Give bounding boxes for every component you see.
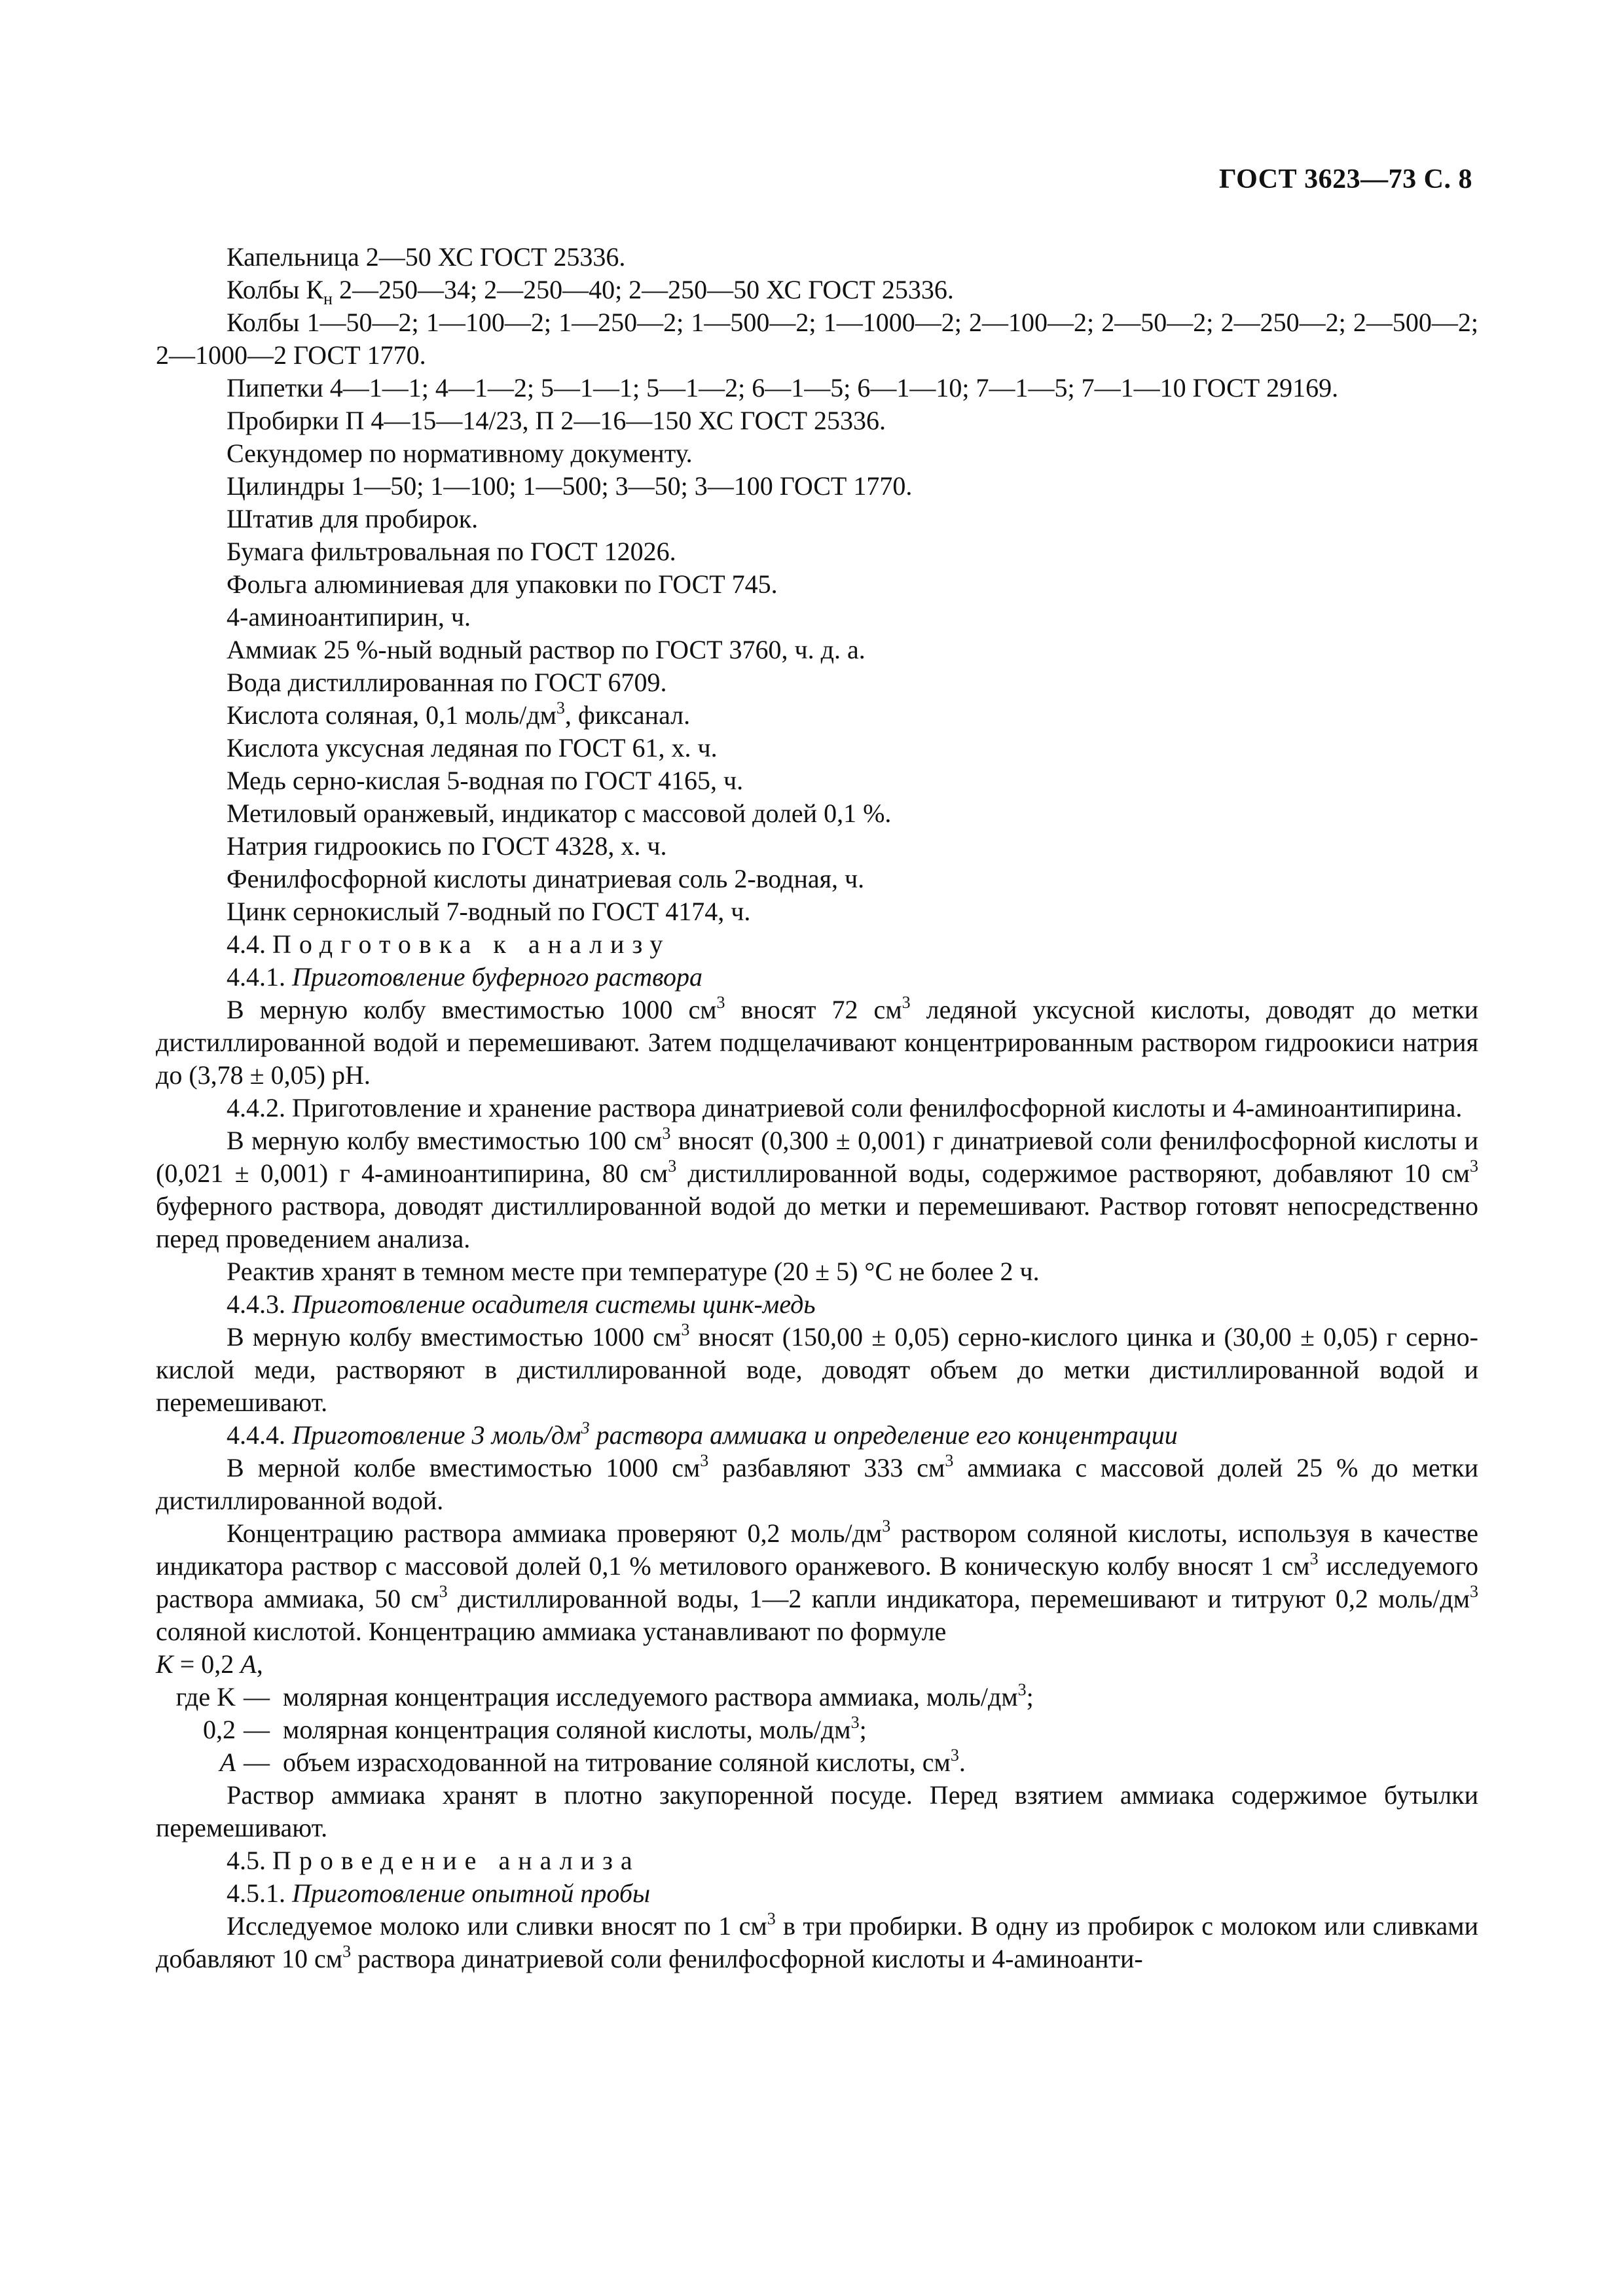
legend-text: молярная концентрация исследуемого раствора аммиака, моль/$дм^3$; bbox=[283, 1679, 1034, 1712]
page-header: ГОСТ 3623—73 С. 8 bbox=[1218, 164, 1472, 194]
paragraph-4-4-4: В мерной колбе вместимостью 1000 $см^3$ разбавляют 333 $см^3$ аммиака с массовой долей 25 % до метки дистиллированной водой. bbox=[156, 1450, 1479, 1515]
equipment-item: Бумага фильтровальная по ГОСТ 12026. bbox=[227, 537, 676, 566]
equipment-item: Колбы 1—50—2; 1—100—2; 1—250—2; 1—500—2; 1—1000—2; 2—100—2; 2—50—2; 2—250—2; 2—500—2; 2—1000—2 ГОСТ 1770. bbox=[156, 308, 1478, 370]
equipment-item: Фольга алюминиевая для упаковки по ГОСТ 745. bbox=[227, 569, 778, 599]
paragraph-4-4-4-titration: Концентрацию раствора аммиака проверяют 0,2 моль/$дм^3$ раствором соляной кислоты, используя в качестве индикатора раствор с массовой долей 0,1 % метилового оранжевого. В коническую колбу вносят 1 $см^3$ исследуемого раствора аммиака, 50 $см^3$ дистиллированной воды, 1—2 капли индикатора, перемешивают и титруют 0,2 моль/$дм^3$ соляной кислотой. Концентрацию аммиака устанавливают по формуле bbox=[156, 1516, 1479, 1646]
paragraph-4-4-1: В мерную колбу вместимостью 1000 $см^3$ вносят 72 $см^3$ ледяной уксусной кислоты, доводят до метки дистиллированной водой и перемешивают. Затем подщелачивают концентрированным раствором гидроокиси натрия до (3,78 ± 0,05) рН. bbox=[156, 992, 1478, 1090]
reagent-item: Кислота соляная, 0,1 моль/$дм^3$, фиксанал. bbox=[227, 698, 691, 730]
paragraph-4-4-2-body: В мерную колбу вместимостью 100 $см^3$ вносят (0,300 ± 0,001) г динатриевой соли фенилфосфорной кислоты и (0,021 ± 0,001) г 4-аминоантипирина, 80 $см^3$ дистиллированной воды, содержимое растворяют, добавляют 10 $см^3$ буферного раствора, доводят дистиллированной водой до метки и перемешивают. Раствор готовят непосредственно перед проведением анализа. bbox=[156, 1123, 1479, 1253]
reagent-item: Фенилфосфорной кислоты динатриевая соль 2-водная, ч. bbox=[227, 864, 865, 893]
legend-symbol: где K bbox=[175, 1682, 236, 1712]
paragraph-4-4-2: 4.4.2. Приготовление и хранение раствора динатриевой соли фенилфосфорной кислоты и 4-аминоантипирина. bbox=[227, 1093, 1463, 1122]
section-heading-4-4-4: 4.4.4. Приготовление 3 моль/$дм^3$ раствора аммиака и определение его концентрации bbox=[227, 1418, 1178, 1450]
equipment-item: Колбы $К_н$ 2—250—34; 2—250—40; 2—250—50 ХС ГОСТ 25336. bbox=[227, 275, 954, 308]
legend-symbol: 0,2 bbox=[203, 1715, 236, 1744]
legend-dash: — bbox=[244, 1715, 270, 1744]
legend-dash: — bbox=[244, 1682, 270, 1712]
paragraph-4-4-3: В мерную колбу вместимостью 1000 $см^3$ вносят (150,00 ± 0,05) серно-кислого цинка и (30,00 ± 0,05) г серно-кислой меди, растворяют в дистиллированной воде, доводят объем до метки дистиллированной водой и перемешивают. bbox=[156, 1319, 1478, 1417]
formula: K = 0,2 A, bbox=[156, 1649, 263, 1679]
section-heading-4-4-1: 4.4.1. Приготовление буферного раствора bbox=[227, 962, 702, 992]
formula-legend-row bbox=[156, 1713, 1478, 1746]
equipment-item: Секундомер по нормативному документу. bbox=[227, 439, 693, 468]
formula-legend-row bbox=[156, 1681, 1478, 1713]
paragraph-ammonia-storage: Раствор аммиака хранят в плотно закупоренной посуде. Перед взятием аммиака содержимое бутылки перемешивают. bbox=[156, 1780, 1478, 1842]
legend-symbol: A bbox=[219, 1748, 236, 1777]
reagent-item: Медь серно-кислая 5-водная по ГОСТ 4165, ч. bbox=[227, 766, 744, 795]
reagent-item: 4-аминоантипирин, ч. bbox=[227, 602, 471, 632]
reagent-item: Метиловый оранжевый, индикатор с массовой долей 0,1 %. bbox=[227, 798, 892, 828]
paragraph-4-4-2-storage: Реактив хранят в темном месте при температуре (20 ± 5) °С не более 2 ч. bbox=[227, 1257, 1040, 1286]
equipment-item: Цилиндры 1—50; 1—100; 1—500; 3—50; 3—100 ГОСТ 1770. bbox=[227, 471, 913, 501]
reagent-item: Вода дистиллированная по ГОСТ 6709. bbox=[227, 668, 667, 697]
reagent-item: Кислота уксусная ледяная по ГОСТ 61, х. ч. bbox=[227, 733, 718, 762]
section-heading-4-4: 4.4. Подготовка к анализу bbox=[227, 929, 671, 959]
paragraph-4-5-1: Исследуемое молоко или сливки вносят по 1 $см^3$ в три пробирки. В одну из пробирок с молоком или сливками добавляют 10 $см^3$ раствора динатриевой соли фенилфосфорной кислоты и 4-аминоанти- bbox=[156, 1909, 1478, 1973]
legend-dash: — bbox=[244, 1748, 270, 1777]
section-heading-4-4-3: 4.4.3. Приготовление осадителя системы цинк-медь bbox=[227, 1289, 816, 1319]
equipment-item: Штатив для пробирок. bbox=[227, 504, 479, 533]
document-body bbox=[156, 241, 1478, 1975]
legend-text: объем израсходованной на титрование соляной кислоты, $см^3$. bbox=[283, 1745, 966, 1777]
reagent-item: Цинк сернокислый 7-водный по ГОСТ 4174, ч. bbox=[227, 897, 751, 926]
equipment-item: Пробирки П 4—15—14/23, П 2—16—150 ХС ГОСТ 25336. bbox=[227, 406, 886, 435]
formula-legend-row bbox=[156, 1746, 1478, 1779]
equipment-item: Пипетки 4—1—1; 4—1—2; 5—1—1; 5—1—2; 6—1—5; 6—1—10; 7—1—5; 7—1—10 ГОСТ 29169. bbox=[227, 373, 1339, 403]
reagent-item: Аммиак 25 %-ный водный раствор по ГОСТ 3760, ч. д. а. bbox=[227, 635, 866, 664]
legend-text: молярная концентрация соляной кислоты, моль/$дм^3$; bbox=[283, 1712, 867, 1744]
reagent-item: Натрия гидроокись по ГОСТ 4328, х. ч. bbox=[227, 831, 667, 861]
section-heading-4-5-1: 4.5.1. Приготовление опытной пробы bbox=[227, 1878, 651, 1908]
equipment-item: Капельница 2—50 ХС ГОСТ 25336. bbox=[227, 242, 626, 272]
section-heading-4-5: 4.5. Проведение анализа bbox=[227, 1846, 640, 1875]
